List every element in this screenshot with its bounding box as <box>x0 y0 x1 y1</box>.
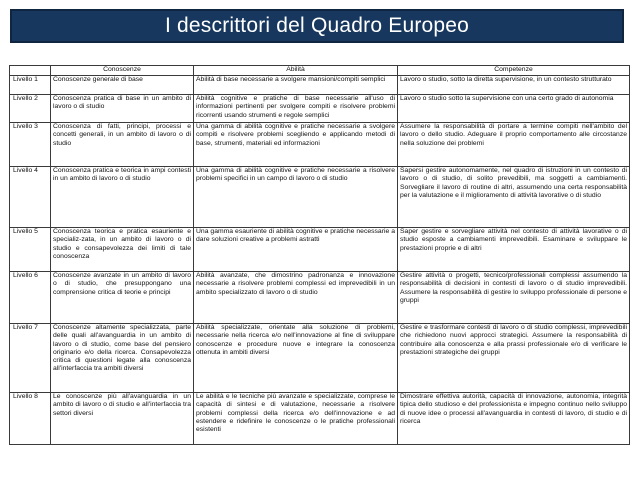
conoscenze-cell: Conoscenze avanzate in un ambito di lavoro o di studio, che presuppongano una comprensione critica di teorie e principi <box>51 272 194 324</box>
abilita-cell: Una gamma esauriente di abilità cognitive e pratiche necessarie a dare soluzioni creative a problemi astratti <box>194 228 398 272</box>
level-cell: Livello 2 <box>10 95 51 123</box>
conoscenze-cell: Conoscenza teorica e pratica esauriente e specializ-zata, in un ambito di lavoro o di studio e consapevolezza dei limiti di tale conoscenza <box>51 228 194 272</box>
table-row <box>10 228 630 272</box>
table-row <box>10 76 630 95</box>
table-row <box>10 123 630 167</box>
conoscenze-cell: Conoscenze altamente specializzata, parte delle quali all'avanguardia in un ambito di lavoro o di studio, come base del pensiero originario e/o della ricerca. Consapevolezza critica di questioni legate alla conoscenza all'interfaccia tra ambiti diversi <box>51 324 194 393</box>
competenze-cell: Gestire attività o progetti, tecnico/professionali complessi assumendo la responsabilità di decisioni in contesti di lavoro o di studio imprevedibili. Assumere la responsabilità di gestire lo sviluppo professionale di persone e gruppi <box>398 272 630 324</box>
competenze-cell: Assumere la responsabilità di portare a termine compiti nell'ambito del lavoro o dello studio. Adeguare il proprio comportamento alle circostanze nella soluzione dei problemi <box>398 123 630 167</box>
level-cell: Livello 6 <box>10 272 51 324</box>
header-conoscenze: Conoscenze <box>51 66 194 76</box>
competenze-cell: Sapersi gestire autonomamente, nel quadro di istruzioni in un contesto di lavoro o di studio, di solito prevedibili, ma soggetti a cambiamenti. Sorvegliare il lavoro di routine di altri, assumendo una certa responsabilità per la valutazione e il miglioramento di attività lavorative o di studio <box>398 167 630 228</box>
table-row <box>10 95 630 123</box>
conoscenze-cell: Conoscenza pratica di base in un ambito di lavoro o di studio <box>51 95 194 123</box>
header-abilita: Abilità <box>194 66 398 76</box>
table-row <box>10 272 630 324</box>
level-cell: Livello 4 <box>10 167 51 228</box>
conoscenze-cell: Conoscenza pratica e teorica in ampi contesti in un ambito di lavoro o di studio <box>51 167 194 228</box>
level-cell: Livello 7 <box>10 324 51 393</box>
level-cell: Livello 3 <box>10 123 51 167</box>
competenze-cell: Lavoro o studio, sotto la diretta supervisione, in un contesto strutturato <box>398 76 630 95</box>
table-header-row <box>10 66 630 76</box>
level-cell: Livello 1 <box>10 76 51 95</box>
conoscenze-cell: Conoscenza di fatti, principi, processi e concetti generali, in un ambito di lavoro o di studio <box>51 123 194 167</box>
abilita-cell: Abilità specializzate, orientate alla soluzione di problemi, necessarie nella ricerca e/o nell'innovazione al fine di sviluppare conoscenze e procedure nuove e integrare la conoscenza ottenuta in ambiti diversi <box>194 324 398 393</box>
abilita-cell: Una gamma di abilità cognitive e pratiche necessarie a svolgere compiti e risolvere problemi scegliendo e applicando metodi di base, strumenti, materiali ed informazioni <box>194 123 398 167</box>
competenze-cell: Dimostrare effettiva autorità, capacità di innovazione, autonomia, integrità tipica dello studioso e del professionista e impegno continuo nello sviluppo di nuove idee o processi all'avanguardia in contesti di lavoro, di studio e di ricerca <box>398 393 630 445</box>
abilita-cell: Abilità avanzate, che dimostrino padronanza e innovazione necessarie a risolvere problemi complessi ed imprevedibili in un ambito specializzato di lavoro o di studio <box>194 272 398 324</box>
competenze-cell: Gestire e trasformare contesti di lavoro o di studio complessi, imprevedibili che richiedono nuovi approcci strategici. Assumere la responsabilità di contribuire alla conoscenza e alla prassi professionale e/o di verificare le prestazioni strategiche dei gruppi <box>398 324 630 393</box>
table-row <box>10 393 630 445</box>
title-bar <box>10 9 624 43</box>
header-level <box>10 66 51 76</box>
competenze-cell: Saper gestire e sorvegliare attività nel contesto di attività lavorative o di studio esposte a cambiamenti imprevedibili. Esaminare e sviluppare le prestazioni proprie e di altri <box>398 228 630 272</box>
abilita-cell: Le abilità e le tecniche più avanzate e specializzate, comprese le capacità di sintesi e di valutazione, necessarie a risolvere problemi complessi della ricerca e/o dell'innovazione e ad estendere e ridefinire le conoscenze o le pratiche professionali esistenti <box>194 393 398 445</box>
table-row <box>10 167 630 228</box>
level-cell: Livello 8 <box>10 393 51 445</box>
descriptors-table <box>9 65 630 445</box>
abilita-cell: Abilità di base necessarie a svolgere mansioni/compiti semplici <box>194 76 398 95</box>
level-cell: Livello 5 <box>10 228 51 272</box>
header-competenze: Competenze <box>398 66 630 76</box>
competenze-cell: Lavoro o studio sotto la supervisione con una certo grado di autonomia <box>398 95 630 123</box>
table-row <box>10 324 630 393</box>
abilita-cell: Abilità cognitive e pratiche di base necessarie all'uso di informazioni pertinenti per svolgere compiti e risolvere problemi ricorrenti usando strumenti e regole semplici <box>194 95 398 123</box>
abilita-cell: Una gamma di abilità cognitive e pratiche necessarie a risolvere problemi specifici in un campo di lavoro o di studio <box>194 167 398 228</box>
conoscenze-cell: Le conoscenze più all'avanguardia in un ambito di lavoro o di studio e all'interfaccia tra settori diversi <box>51 393 194 445</box>
conoscenze-cell: Conoscenze generale di base <box>51 76 194 95</box>
page-title: I descrittori del Quadro Europeo <box>164 14 470 37</box>
